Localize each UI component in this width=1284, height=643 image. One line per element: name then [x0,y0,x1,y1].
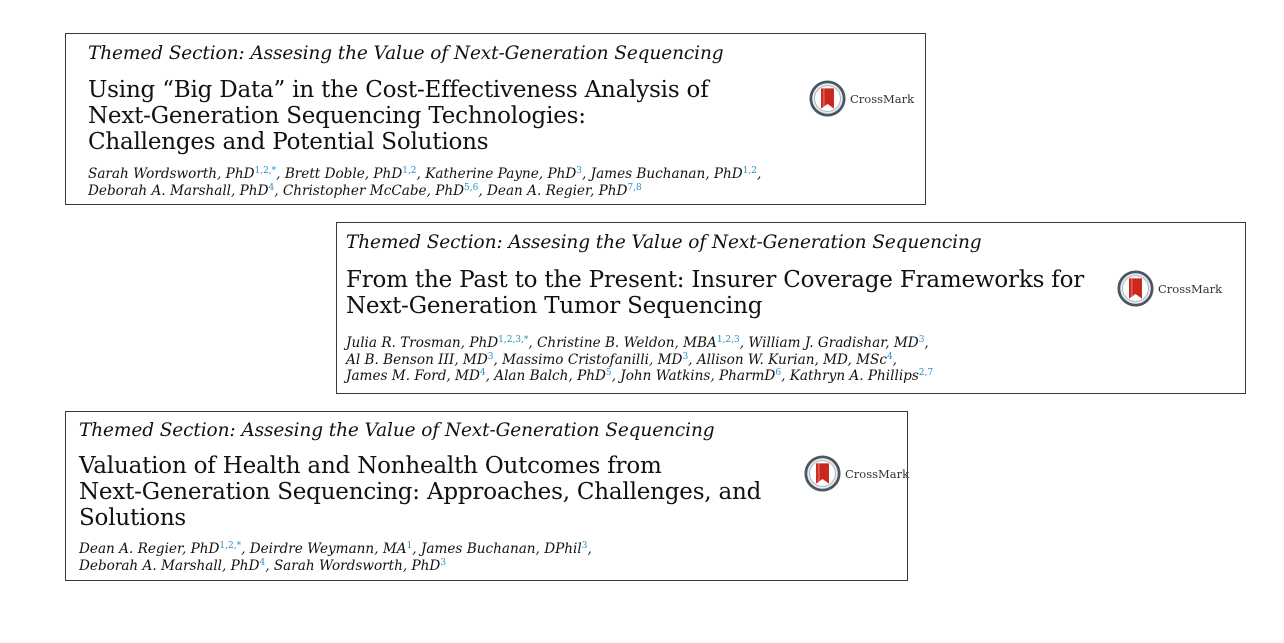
title-line: From the Past to the Present: Insurer Coverage Frameworks for [346,267,1085,293]
article-title[interactable] [88,77,709,155]
affiliation-superscript[interactable]: 5 [605,368,612,378]
author-name[interactable]: , William J. Gradishar, MD [739,335,919,351]
author-line [88,166,761,183]
article-title[interactable] [79,453,761,531]
affiliation-superscript[interactable]: 1 [406,541,413,551]
author-line [88,183,761,200]
author-name[interactable]: Julia R. Trosman, PhD [346,335,499,351]
author-list [88,166,761,199]
crossmark-label: CrossMark [845,466,910,481]
crossmark-badge[interactable] [1117,270,1222,307]
author-name[interactable]: Al B. Benson III, MD [346,351,488,368]
affiliation-superscript[interactable]: 3 [576,166,582,176]
affiliation-superscript[interactable]: 6 [775,368,782,378]
author-list [346,335,933,385]
crossmark-label: CrossMark [1158,281,1223,296]
author-line [346,335,933,352]
author-line [79,541,592,558]
author-name[interactable]: , Katherine Payne, PhD [416,166,577,182]
themed-section-label: Themed Section: Assesing the Value of Next-Generation Sequencing [88,43,724,64]
article-title[interactable] [346,267,1084,319]
affiliation-superscript[interactable]: 3 [487,351,494,362]
affiliation-superscript[interactable]: 2,7 [918,368,934,378]
crossmark-icon [809,80,846,117]
affiliation-superscript[interactable]: 4 [886,351,893,362]
separator: , [924,335,929,351]
crossmark-icon [1117,270,1154,307]
author-line [346,352,933,369]
affiliation-superscript[interactable]: 1,2,* [254,166,277,176]
author-name[interactable]: , Christine B. Weldon, MBA [528,335,717,351]
author-line [346,368,933,385]
affiliation-superscript[interactable]: 4 [259,557,266,568]
author-name[interactable]: Deborah A. Marshall, PhD [88,182,269,199]
author-name[interactable]: , Sarah Wordsworth, PhD [265,557,441,574]
article-header-2 [336,222,1246,394]
title-line: Using “Big Data” in the Cost-Effectiveness Analysis of [88,77,709,103]
title-line: Solutions [79,505,187,531]
author-name[interactable]: , Alan Balch, PhD [485,368,606,384]
themed-section-label: Themed Section: Assesing the Value of Next-Generation Sequencing [346,232,982,253]
affiliation-superscript[interactable]: 3 [440,557,447,568]
title-line: Next-Generation Sequencing Technologies: [88,103,586,129]
author-name[interactable]: , Brett Doble, PhD [276,166,403,182]
affiliation-superscript[interactable]: 1,2 [402,166,417,176]
crossmark-icon [804,455,841,492]
author-name[interactable]: Dean A. Regier, PhD [79,541,220,557]
crossmark-badge[interactable] [809,80,914,117]
author-name[interactable]: , James Buchanan, DPhil [412,541,582,557]
affiliation-superscript[interactable]: 3 [581,541,588,551]
separator: , [892,351,897,368]
affiliation-superscript[interactable]: 3 [918,335,925,345]
author-name[interactable]: , Christopher McCabe, PhD [274,182,465,199]
crossmark-label: CrossMark [850,91,915,106]
author-name[interactable]: Deborah A. Marshall, PhD [79,557,260,574]
separator: , [757,166,762,182]
author-name[interactable]: , Allison W. Kurian, MD, MSc [688,351,887,368]
article-header-1 [65,33,926,205]
title-line: Valuation of Health and Nonhealth Outcomes from [79,453,662,479]
author-name[interactable]: , Massimo Cristofanilli, MD [493,351,683,368]
author-name[interactable]: , Deirdre Weymann, MA [241,541,407,557]
author-name[interactable]: , Kathryn A. Phillips [781,368,919,384]
affiliation-superscript[interactable]: 3 [682,351,689,362]
author-name[interactable]: Sarah Wordsworth, PhD [88,166,255,182]
author-line [79,558,592,575]
author-name[interactable]: , James Buchanan, PhD [581,166,743,182]
affiliation-superscript[interactable]: 5,6 [464,182,479,193]
separator: , [587,541,592,557]
author-name[interactable]: , John Watkins, PharmD [611,368,776,384]
affiliation-superscript[interactable]: 1,2,3 [716,335,740,345]
affiliation-superscript[interactable]: 4 [268,182,275,193]
crossmark-badge[interactable] [804,455,909,492]
article-header-3 [65,411,908,581]
author-list [79,541,592,574]
title-line: Next-Generation Tumor Sequencing [346,293,763,319]
author-name[interactable]: James M. Ford, MD [346,368,480,384]
affiliation-superscript[interactable]: 4 [479,368,486,378]
affiliation-superscript[interactable]: 7,8 [627,182,642,193]
affiliation-superscript[interactable]: 1,2,3,* [498,335,529,345]
affiliation-superscript[interactable]: 1,2 [742,166,758,176]
themed-section-label: Themed Section: Assesing the Value of Next-Generation Sequencing [79,420,715,441]
title-line: Next-Generation Sequencing: Approaches, Challenges, and [79,479,762,505]
affiliation-superscript[interactable]: 1,2,* [219,541,242,551]
author-name[interactable]: , Dean A. Regier, PhD [478,182,628,199]
title-line: Challenges and Potential Solutions [88,129,489,155]
